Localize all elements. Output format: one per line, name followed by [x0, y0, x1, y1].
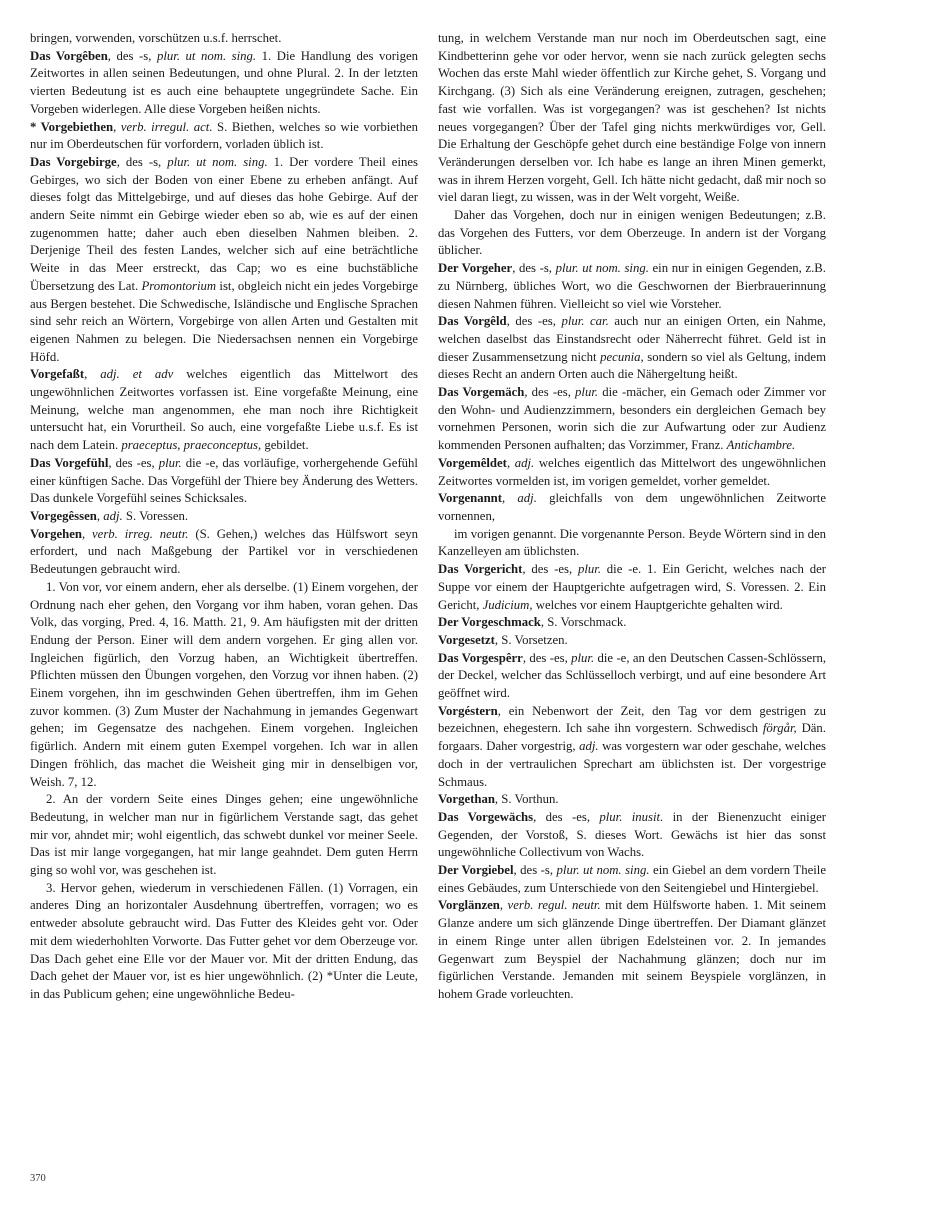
entry-text: 2. An der vordern Seite eines Dinges gehen; eine ungewöhnliche Bedeutung, in welcher man nur in figürlichem Verstande sagt, das gehet mir vor, ahndet mir; wohl eigentlich, das schwebt dunkel vor meiner Seele. Das ist mir lange vorgegangen, hat mir lange geahndet. Dem guten Herrn ging so wohl vor, was geschehen ist. [30, 792, 418, 878]
grammar-note: verb. irreg. neutr. [92, 526, 189, 541]
entry-text: , des -es, [533, 809, 600, 824]
entry-text: (S. Gehen,) welches das Hülfswort seyn erfordert, und nach Maßgebung der Partikel vor in verschiedenen Bedeutungen gebraucht wird. [30, 526, 418, 577]
entry-text: was vorgestern war oder geschahe, welches doch in der vertraulichen Sprechart am üblichsten ist. Der vorgestrige Schmaus. [438, 739, 826, 789]
entry-text: die -mächer, ein Gemach oder Zimmer vor den Wohn- und Audienzzimmern, besonders ein dergleichen Gemach bey vornehmen Personen, worin sich die zur Aufwartung oder zur Audienz kommenden Personen aufhalten; das Vorzimmer, Franz. [438, 385, 826, 453]
left-column [30, 30, 418, 1004]
entry-headword: Das Vorgefühl [30, 455, 109, 470]
entry-headword: Das Vorgemäch [438, 385, 525, 400]
grammar-note: plur. ut nom. sing. [167, 154, 268, 169]
entry-text: Daher das Vorgehen, doch nur in einigen wenigen Bedeutungen; z.B. das Vorgehen des Futters, vor dem Oberzeuge. In andern ist der Vorgang üblicher. [438, 208, 826, 258]
dictionary-entry [438, 897, 826, 1003]
entry-headword: Vorgenannt [438, 491, 502, 506]
entry-headword: Das Vorgêben [30, 48, 108, 63]
entry-text: , [499, 898, 508, 913]
entry-text: , [81, 526, 92, 541]
dictionary-entry [438, 313, 826, 384]
entry-headword: Vorglänzen [438, 898, 500, 913]
latin-term: Judicium, [482, 597, 533, 612]
entry-headword: Vorgefaßt [30, 367, 85, 382]
entry-headword: Das Vorgêld [438, 314, 507, 329]
entry-text: die -e, an den Deutschen Cassen-Schlössern, der Deckel, welcher das Schlüsselloch verbirgt, und auf eine besondere Art geöffnet wird. [438, 650, 827, 701]
grammar-note: adj. et adv [100, 367, 174, 382]
entry-text: 1. Die Handlung des vorigen Zeitwortes in allen seinen Bedeutungen, und ohne Plural. 2. In der letzten vierten Bedeutung ist es auch eine behauptete ungegründete Sache. Ein Vorgeben widerlegen. Alle diese Vorgeben heißen nichts. [30, 48, 418, 116]
grammar-note: plur. ut nom. sing. [556, 863, 650, 878]
entry-paragraph [30, 880, 418, 1004]
entry-headword: Vorgemêldet [438, 455, 507, 470]
entry-text: , des -s, [512, 261, 556, 276]
entry-text: , des -es, [524, 385, 576, 400]
entry-text: Dän. forgaars. Daher vorgestrig, [438, 721, 826, 754]
entry-text: S. Voressen. [122, 508, 189, 523]
entry-text: bringen, vorwenden, vorschützen u.s.f. herrschet. [30, 31, 282, 45]
entry-headword: Vorgethan [438, 792, 495, 807]
grammar-note: plur. [571, 650, 595, 665]
dictionary-entry [438, 561, 826, 614]
entry-text: tung, in welchem Verstande man nur noch im Oberdeutschen sagt, eine Kindbetterinn gehe vor oder hervor, wenn sie nach zurück gelegten sechs Wochen das erste Mahl wieder öffentlich zur Kirche gehet, S. Vorgang und Kirchgang. (3) Sich als eine Veränderung ereignen, zutragen, geschehen; fast wie vorfallen. Was ist vorgegangen? was ist geschehen? Ist nichts neues vorgegangen? Über der Tafel ging nichts merkwürdiges vor, Gell. Die Erhaltung der Geschöpfe gehet durch eine beständige Folge von innern Veränderungen derselben vor. Ich habe es lange an ihren Minen gemerkt, was in ihrem Herzen vorgeht, Gell. Ich hätte nicht gedacht, daß mir noch so viel daran liegt, zu wissen, was in der Welt vorgeht, Weiße. [438, 31, 826, 205]
entry-paragraph [438, 207, 826, 260]
dictionary-entry [30, 119, 418, 154]
dictionary-entry [438, 791, 826, 809]
entry-paragraph [438, 30, 826, 207]
entry-headword: Das Vorgericht [438, 562, 523, 577]
entry-text: gleichfalls von dem ungewöhnlichen Zeitworte vornennen, [438, 491, 826, 523]
entry-text: die -e. 1. Ein Gericht, welches nach der Suppe vor einem der Hauptgerichte aufgetragen wird, S. Voressen. 2. Ein Gericht, [438, 562, 826, 612]
grammar-note: verb. regul. neutr. [507, 898, 601, 913]
grammar-note: plur. [577, 562, 602, 577]
grammar-note: adj. [514, 455, 535, 470]
entry-text: , des -s, [107, 48, 157, 63]
entry-headword: Der Vorgeschmack [438, 615, 541, 630]
entry-text: , [84, 367, 101, 382]
grammar-note: plur. ut nom. sing. [555, 261, 649, 276]
entry-headword: Das Vorgewächs [438, 809, 534, 824]
grammar-note: verb. irregul. act. [120, 119, 213, 134]
latin-term: praeceptus, praeconceptus, [121, 438, 262, 453]
entry-headword: Vorgéstern [438, 703, 498, 718]
latin-term: Promontorium [141, 278, 217, 293]
entry-text: , des -es, [522, 650, 572, 665]
dictionary-entry [30, 455, 418, 508]
dictionary-entry [30, 366, 418, 455]
latin-term: förgår, [762, 721, 797, 736]
right-column [438, 30, 826, 1004]
dictionary-entry [438, 862, 826, 897]
entry-headword: Das Vorgespêrr [438, 650, 523, 665]
grammar-note: adj. [579, 739, 599, 754]
latin-term: pecunia, [600, 349, 644, 364]
entry-text: , des -s, [513, 863, 557, 878]
entry-headword: Vorgesetzt [438, 632, 495, 647]
dictionary-entry [438, 260, 826, 313]
dictionary-entry [438, 490, 826, 525]
entry-text: mit dem Hülfsworte haben. 1. Mit seinem Glanze andere um sich glänzende Dinge übertreffen. Der Diamant glänzet in einem Ringe unter allen übrigen Edelsteinen vor. 2. In jemandes Gegenwart zum Beyspiel der Nachahmung glänzen; doch nur im figürlichen Verstande. Jemanden mit seinem Beyspiele vorglänzen, in hohem Grade vorleuchten. [438, 898, 827, 1001]
grammar-note: plur. [158, 455, 182, 470]
entry-text: , ein Nebenwort der Zeit, den Tag vor dem gestrigen zu bezeichnen, ehegestern. Ich sahe ihn vorgestern. Schwedisch [438, 703, 826, 736]
entry-text: ist, obgleich nicht ein jedes Vorgebirge aus Bergen bestehet. Die Schwedische, Isländische und Englische Sprachen sind sehr reich an Wörtern, Vorgebirge von allen Arten und Gestalten mit eigenen Nahmen zu belegen. Die Niedersachsen nennen ein Vorgebirge Höfd. [30, 278, 418, 364]
entry-headword: Der Vorgiebel [438, 863, 514, 878]
entry-headword: * Vorgebiethen [30, 119, 114, 134]
dictionary-entry [438, 455, 826, 490]
grammar-note: adj. [517, 491, 537, 506]
entry-headword: Der Vorgeher [438, 261, 513, 276]
entry-text: im vorigen genannt. Die vorgenannte Person. Beyde Wörtern sind in den Kanzelleyen am üblichsten. [438, 526, 826, 559]
entry-headword: Das Vorgebirge [30, 154, 117, 169]
entry-text: , des -s, [116, 154, 168, 169]
entry-paragraph [30, 791, 418, 880]
entry-text: welches eigentlich das Mittelwort des ungewöhnlichen Zeitwortes vorfassen ist. Eine vorgefaßte Meinung, eine Meinung, welche man angenommen, ehe man noch ihre Richtigkeit untersucht hat, ein Vorurtheil. So auch, eine vorgefaßte Liebe u.s.f. Es ist nach dem Latein. [30, 367, 419, 453]
entry-paragraph [30, 579, 418, 791]
dictionary-entry [30, 154, 418, 366]
dictionary-entry [438, 614, 826, 632]
entry-text: welches eigentlich das Mittelwort des ungewöhnlichen Zeitwortes vormelden ist, im vorigen gemeldet, vorher gemeldet. [438, 455, 826, 488]
dictionary-entry [30, 508, 418, 526]
entry-text: , des -es, [522, 562, 578, 577]
dictionary-entry [438, 632, 826, 650]
dictionary-entry [30, 48, 418, 119]
grammar-note: plur. ut nom. sing. [156, 48, 257, 63]
entry-text: , S. Vorschmack. [540, 615, 627, 630]
entry-text: , S. Vorsetzen. [494, 632, 568, 647]
dictionary-entry [30, 526, 418, 579]
dictionary-entry [438, 384, 826, 455]
entry-text: , des -es, [506, 314, 562, 329]
entry-paragraph [438, 526, 826, 561]
entry-text: , [113, 119, 121, 134]
entry-headword: Vorgehen [30, 526, 82, 541]
entry-text: ein Giebel an dem vordern Theile eines Gebäudes, zum Unterschiede von den Seitengiebel und Hintergiebel. [438, 863, 826, 895]
entry-headword: Vorgegêssen [30, 508, 97, 523]
entry-text: ein nur in einigen Gegenden, z.B. zu Nürnberg, übliches Wort, wo die Geschwornen der Bierbrauerinnung diesen Nahmen führen. Vielleicht so viel wie Vorsteher. [438, 261, 826, 311]
entry-text: sondern so viel als Geltung, indem dieses Recht an andern Orten auch die Nähergeltung heißt. [438, 349, 826, 382]
entry-text: 1. Von vor, vor einem andern, eher als derselbe. (1) Einem vorgehen, der Ordnung nach eher gehen, den Vorgang vor ihm haben, voran gehen. Das Volk, das vorging, Pred. 4, 16. Matth. 21, 9. Am häufigsten mit der dritten Endung der Person. Einer will dem andern vorgehen. Er ging allen vor. Ingleichen figürlich, den Vorzug haben, an Wichtigkeit übertreffen. Pflichten müssen den Übungen vorgehen, den Vorzug vor ihnen haben. (2) Einem vorgehen, ihn im geschwinden Gehen übertreffen, ihm im Gehen zuvor kommen. (3) Zum Muster der Nachahmung in jemandes Gegenwart gehen; im Gegensatze des nachgehen. Einem vorgehen. Ingleichen figürlich. Andern mit einem guten Exempel vorgehen. Ich war in allen Dingen fröhlich, das machet die Weisheit ging mir in denselbigen vor, Weish. 7, 12. [30, 579, 418, 789]
entry-text: S. Biethen, welches so wie vorbiethen nur im Oberdeutschen für vorfordern, vorladen üblich ist. [30, 119, 418, 152]
entry-text: , [96, 508, 104, 523]
grammar-note: plur. [575, 385, 599, 400]
entry-text: welches vor einem Hauptgerichte gehalten wird. [532, 597, 783, 612]
dictionary-entry [438, 650, 826, 703]
grammar-note: adj. [103, 508, 123, 523]
page-number: 370 [30, 1173, 46, 1184]
latin-term: Antichambre. [726, 438, 796, 453]
entry-text: , [506, 455, 515, 470]
entry-text: gebildet. [261, 438, 309, 453]
entry-text: die -e, das vorläufige, vorhergehende Gefühl einer künftigen Sache. Das Vorgefühl der Thiere bey Änderung des Wetters. Das dunkele Vorgefühl seines Schicksales. [30, 455, 418, 506]
entry-text: , des -es, [108, 455, 159, 470]
dictionary-entry [438, 809, 826, 862]
entry-text: auch nur an einigen Orten, ein Nahme, welchen daselbst das Einstandsrecht oder Näherrecht führet. Geld ist in dieser Zusammensetzung nicht [438, 314, 826, 364]
grammar-note: plur. car. [561, 314, 609, 329]
entry-text: , S. Vorthun. [494, 792, 559, 807]
entry-text: in der Bienenzucht einiger Gegenden, der Vorstoß, S. dieses Wort. Gewächs ist hier das sonst ungewöhnliche Collectivum von Wachs. [438, 809, 826, 860]
entry-paragraph [30, 30, 418, 48]
entry-text: 3. Hervor gehen, wiederum in verschiedenen Fällen. (1) Vorragen, ein anderes Ding an horizontaler Ausdehnung übertreffen, vorragen; wo es entweder absolute gebraucht wird. Das Futter des Kleides geht vor. Oder mit dem wiederhohlten Vorworte. Das Futter gehet vor dem Oberzeuge vor. Das Dach gehet eine Elle vor der Mauer vor. Mit der dritten Endung, das Dach gehet der Mauer vor, ist es hier ungewöhnlich. (2) *Unter die Leute, in das Publicum gehen; eine ungewöhnliche Bedeu- [30, 880, 418, 1001]
entry-text: 1. Der vordere Theil eines Gebirges, wo sich der Boden von einer Ebene zu erheben anfängt. Auf dieses folgt das Mittelgebirge, und auf dieses das hohe Gebirge. Auf der andern Seite nimmt ein Gebirge wieder eben so ab, wie es auf der einen zugenommen hatte; daher auch eben dieselben Nahmen bleiben. 2. Derjenige Theil des festen Landes, welcher sich auf eine beträchtliche Weite in das Meer erstreckt, das Cap; wo es eine buchstäbliche Übersetzung des Lat. [30, 154, 418, 293]
grammar-note: plur. inusit. [599, 809, 664, 824]
entry-text: , [502, 491, 518, 506]
dictionary-entry [438, 703, 826, 792]
